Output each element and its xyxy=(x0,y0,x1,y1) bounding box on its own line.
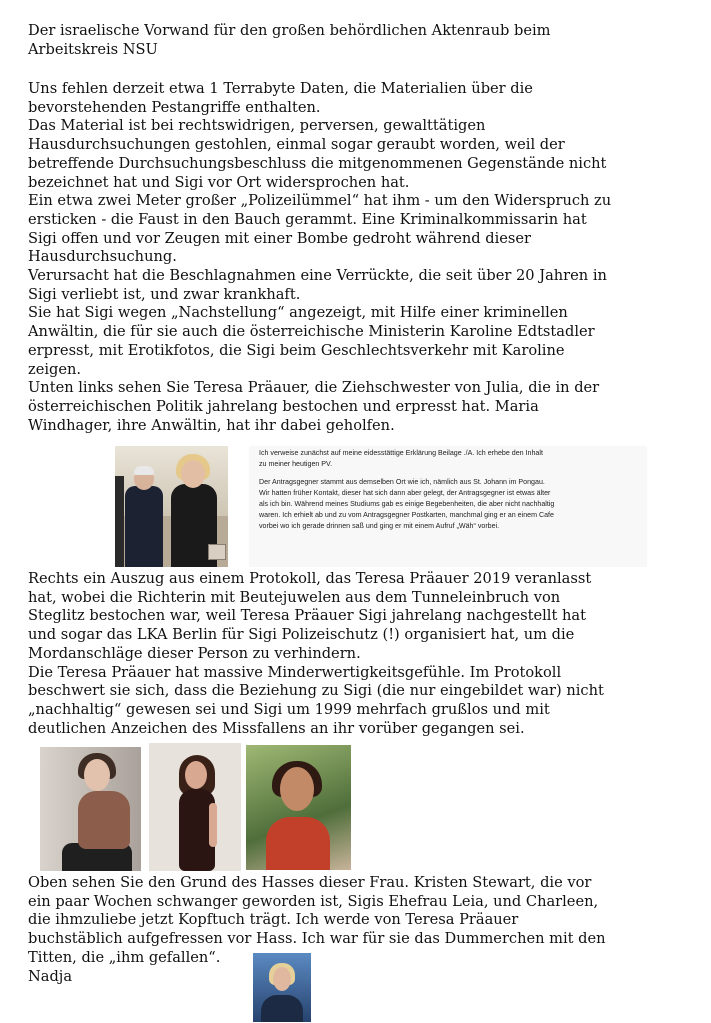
title-line: Der israelische Vorwand für den großen behördlichen Aktenraub beim xyxy=(28,22,551,39)
text-line: Unten links sehen Sie Teresa Präauer, die Ziehschwester von Julia, die in der xyxy=(28,379,600,397)
text-line: Titten, die „ihm gefallen“. xyxy=(28,948,221,966)
photo-woman-sitting xyxy=(40,747,141,871)
text-line: und sogar das LKA Berlin für Sigi Polizeischutz (!) organisiert hat, um die xyxy=(28,626,575,644)
text-line: Windhager, ihre Anwältin, hat ihr dabei geholfen. xyxy=(28,416,395,434)
text-line: Verursacht hat die Beschlagnahmen eine Verrückte, die seit über 20 Jahren in xyxy=(28,267,607,285)
text-line: Sigi verliebt ist, und zwar krankhaft. xyxy=(28,285,301,303)
text-line: Mordanschläge dieser Person zu verhindern. xyxy=(28,644,361,662)
protocol-excerpt xyxy=(249,446,647,567)
protocol-line: waren. Ich erhielt ab und zu vom Antragsgegner Postkarten, manchmal ging er an einem Cafe xyxy=(259,511,554,519)
protocol-line: Der Antragsgegner stammt aus demselben Ort wie ich, nämlich aus St. Johann im Pongau. xyxy=(259,478,545,486)
text-line: erpresst, mit Erotikfotos, die Sigi beim Geschlechtsverkehr mit Karoline xyxy=(28,341,565,359)
protocol-line: als ich bin. Während meines Studiums gab es einige Begebenheiten, die aber nicht nachhaltig xyxy=(259,500,555,508)
closing-text xyxy=(28,874,698,986)
document-title xyxy=(28,22,698,59)
text-line: Ein etwa zwei Meter großer „Polizeilümmel“ hat ihm - um den Widerspruch zu xyxy=(28,192,612,210)
text-line: ersticken - die Faust in den Bauch gerammt. Eine Kriminalkommissarin hat xyxy=(28,210,587,228)
text-line: Uns fehlen derzeit etwa 1 Terrabyte Daten, die Materialien über die xyxy=(28,80,533,97)
text-line: Sie hat Sigi wegen „Nachstellung“ angezeigt, mit Hilfe einer kriminellen xyxy=(28,304,568,322)
text-line: deutlichen Anzeichen des Missfallens an ihr vorüber gegangen sei. xyxy=(28,719,525,737)
signature: Nadja xyxy=(28,967,73,985)
protocol-line: vorbei wo ich gerade drinnen saß und ging er mit einem Aufruf „Wäh“ vorbei. xyxy=(259,522,500,530)
text-line: Anwältin, die für sie auch die österreichische Ministerin Karoline Edtstadler xyxy=(28,323,595,341)
photo-woman-portrait xyxy=(253,953,311,1022)
text-line: buchstäblich aufgefressen vor Hass. Ich war für sie das Dummerchen mit den xyxy=(28,930,606,948)
protocol-line: Ich verweise zunächst auf meine eidesstättige Erklärung Beilage ./A. Ich erhebe den Inhalt xyxy=(259,449,543,457)
text-line: die ihmzuliebe jetzt Kopftuch trägt. Ich werde von Teresa Präauer xyxy=(28,911,519,929)
middle-text xyxy=(28,570,698,738)
protocol-line: zu meiner heutigen PV. xyxy=(259,460,333,468)
text-line: Rechts ein Auszug aus einem Protokoll, das Teresa Präauer 2019 veranlasst xyxy=(28,570,592,587)
text-line: bevorstehenden Pestangriffe enthalten. xyxy=(28,98,321,116)
text-line: beschwert sie sich, dass die Beziehung zu Sigi (die nur eingebildet war) nicht xyxy=(28,682,604,700)
text-line: Sigi offen und vor Zeugen mit einer Bombe gedroht während dieser xyxy=(28,229,532,247)
text-line: „nachhaltig“ gewesen sei und Sigi um 1999 mehrfach grußlos und mit xyxy=(28,700,550,718)
photo-couple xyxy=(115,446,228,567)
text-line: zeigen. xyxy=(28,360,82,378)
text-line: Hausdurchsuchungen gestohlen, einmal sogar geraubt worden, weil der xyxy=(28,136,565,154)
intro-text xyxy=(28,80,698,435)
text-line: hat, wobei die Richterin mit Beutejuwelen aus dem Tunneleinbruch von xyxy=(28,588,561,606)
text-line: bezeichnet hat und Sigi vor Ort widersprochen hat. xyxy=(28,173,410,191)
text-line: österreichischen Politik jahrelang bestochen und erpresst hat. Maria xyxy=(28,397,539,415)
text-line: betreffende Durchsuchungsbeschluss die mitgenommenen Gegenstände nicht xyxy=(28,154,607,172)
protocol-line: Wir hatten früher Kontakt, dieser hat sich dann aber gelegt, der Antragsgegner ist etwas älter xyxy=(259,489,551,497)
text-line: Hausdurchsuchung. xyxy=(28,248,177,266)
text-line: Oben sehen Sie den Grund des Hasses dieser Frau. Kristen Stewart, die vor xyxy=(28,874,592,891)
text-line: Das Material ist bei rechtswidrigen, perversen, gewalttätigen xyxy=(28,117,486,135)
text-line: Die Teresa Präauer hat massive Minderwertigkeitsgefühle. Im Protokoll xyxy=(28,663,562,681)
photo-woman-dress xyxy=(149,743,241,871)
photo-woman-headscarf xyxy=(246,745,351,870)
text-line: Steglitz bestochen war, weil Teresa Präauer Sigi jahrelang nachgestellt hat xyxy=(28,607,586,625)
text-line: ein paar Wochen schwanger geworden ist, Sigis Ehefrau Leia, und Charleen, xyxy=(28,892,599,910)
title-line: Arbeitskreis NSU xyxy=(28,40,158,58)
